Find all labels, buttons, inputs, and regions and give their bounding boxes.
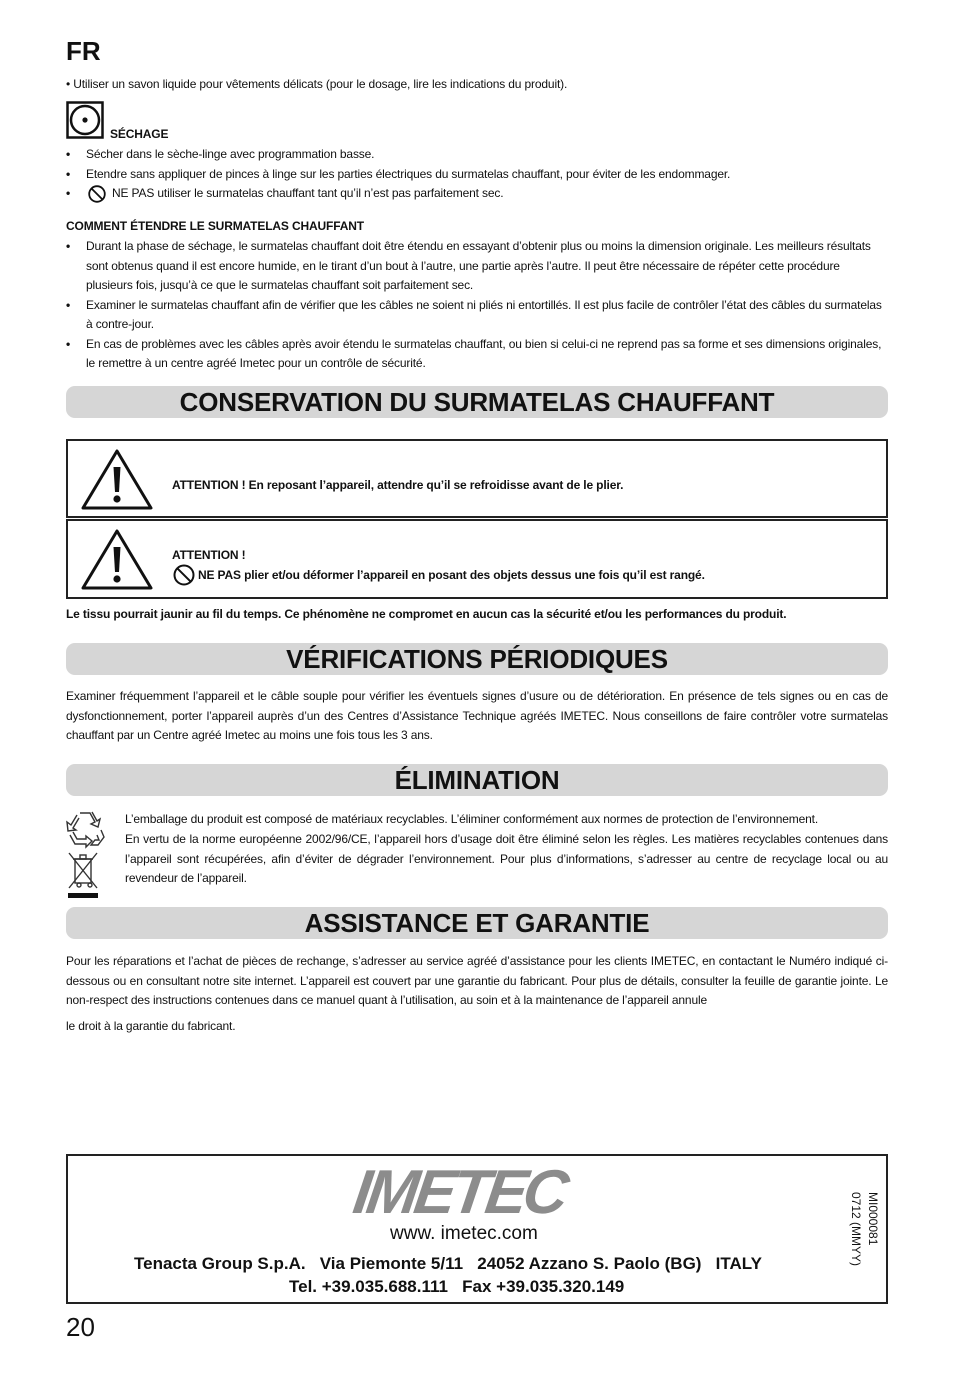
warning-box-1: [66, 439, 888, 518]
warning-triangle-icon: [80, 527, 154, 591]
warning-title-2: ATTENTION !: [172, 548, 246, 562]
list-item: • Examiner le surmatelas chauffant afin de vérifier que les câbles ne soient ni pliés ni entortillés. Il est plus facile de contrôler l’état des câbles du surmatelas à contre-jour.: [66, 296, 888, 335]
stretch-list: [66, 237, 888, 374]
prohibited-icon: [172, 564, 196, 586]
warning-text-1: ATTENTION ! En reposant l’appareil, attendre qu’il se refroidisse avant de le plier.: [172, 478, 624, 492]
assistance-text: Pour les réparations et l’achat de pièces de rechange, s’adresser au service agréé d’assistance pour les clients IMETEC, en contactant le Numéro indiqué ci-dessous ou en consultant notre site internet. L’appareil est couvert par une garantie du fabricant. Pour plus de détails, consulter la feuille de garantie jointe. Le non-respect des instructions contenues dans ce manuel quant à l’utilisation, au soin et à la maintenance de l’appareil annule: [66, 954, 888, 1007]
drying-warning-text: NE PAS utiliser le surmatelas chauffant tant qu’il n’est pas parfaitement sec.: [112, 186, 504, 200]
list-item: • Etendre sans appliquer de pinces à linge sur les parties électriques du surmatelas chauffant, pour éviter de les endommager.: [66, 165, 896, 185]
stretch-title: COMMENT ÉTENDRE LE SURMATELAS CHAUFFANT: [66, 219, 364, 233]
section-title: CONSERVATION DU SURMATELAS CHAUFFANT: [179, 387, 775, 417]
prohibited-icon: [86, 185, 108, 203]
verifications-text: Examiner fréquemment l’appareil et le câble souple pour vérifier les éventuels signes d’usure ou de détérioration. En présence de tels signes ou en cas de dysfonctionnement, porter l’appareil auprès d’un des Centres d’Assistance Technique agréés IMETEC. Nous conseillons de faire contrôler votre surmatelas chauffant par un Centre agréé Imetec au moins une fois tous les 3 ans.: [66, 689, 888, 742]
elimination-text-2: En vertu de la norme européenne 2002/96/CE, l’appareil hors d’usage doit être éliminé selon les règles. Les matières recyclables contenues dans l’appareil sont récupérées, afin d’éviter de dégrader l’environnement. Pour plus d’informations, s’adresser au centre de recyclage local ou au revendeur de l’appareil.: [125, 832, 888, 885]
section-title: ASSISTANCE ET GARANTIE: [304, 908, 650, 938]
language-code: FR: [66, 36, 101, 66]
list-item: • Sécher dans le sèche-linge avec programmation basse.: [66, 145, 896, 165]
drying-title: SÉCHAGE: [110, 127, 169, 141]
elimination-text-1: L’emballage du produit est composé de matériaux recyclables. L’éliminer conformément aux normes de protection de l’environnement.: [125, 812, 819, 826]
list-item: • En cas de problèmes avec les câbles après avoir étendu le surmatelas chauffant, ou bien si celui-ci ne reprend pas sa forme et ses dimensions originales, le remettre à un centre agréé Imetec pour un contrôle de sécurité.: [66, 335, 888, 374]
website-link[interactable]: www. imetec.com: [390, 1223, 538, 1244]
document-codes: [849, 1192, 881, 1292]
section-header-verifications: [66, 643, 888, 675]
conservation-note: Le tissu pourrait jaunir au fil du temps. Ce phénomène ne compromet en aucun cas la sécurité et/ou les performances du produit.: [66, 607, 787, 621]
contact-phone: Tel. +39.035.688.111 Fax +39.035.320.149: [289, 1277, 625, 1296]
warning-box-2: [66, 519, 888, 599]
section-header-conservation: [66, 386, 888, 418]
footer-box: [66, 1154, 888, 1304]
drying-list: [66, 145, 896, 204]
assistance-text-end: le droit à la garantie du fabricant.: [66, 1019, 236, 1033]
company-address: Tenacta Group S.p.A. Via Piemonte 5/11 24052 Azzano S. Paolo (BG) ITALY: [134, 1254, 762, 1273]
tumble-dry-icon: [66, 101, 104, 139]
recycle-icon: [64, 809, 106, 849]
warning-text-2: NE PAS plier et/ou déformer l’appareil en posant des objets dessus une fois qu’il est rangé.: [198, 568, 705, 582]
section-title: ÉLIMINATION: [394, 765, 560, 795]
crossed-bin-icon: [66, 850, 100, 900]
section-title: VÉRIFICATIONS PÉRIODIQUES: [286, 644, 668, 674]
section-header-elimination: [66, 764, 888, 796]
date-code: 0712 (MMYY): [849, 1192, 863, 1267]
warning-triangle-icon: [80, 447, 154, 511]
list-item: [66, 184, 896, 204]
section-header-assistance: [66, 907, 888, 939]
page-number: 20: [66, 1312, 95, 1342]
intro-bullet: • Utiliser un savon liquide pour vêtements délicats (pour le dosage, lire les indications du produit).: [66, 77, 568, 91]
list-item: • Durant la phase de séchage, le surmatelas chauffant doit être étendu en essayant d’obtenir plus ou moins la dimension originale. Les meilleurs résultats sont obtenus quand il est encore humide, en le tirant d’un bout à l’autre, une partie après l’autre. Il peut être nécessaire de répéter cette procédure plusieurs fois, jusqu’à ce que le surmatelas chauffant soit parfaitement sec.: [66, 237, 888, 296]
document-code: MI000081: [866, 1192, 880, 1246]
imetec-logo: IMETEC: [349, 1158, 570, 1227]
